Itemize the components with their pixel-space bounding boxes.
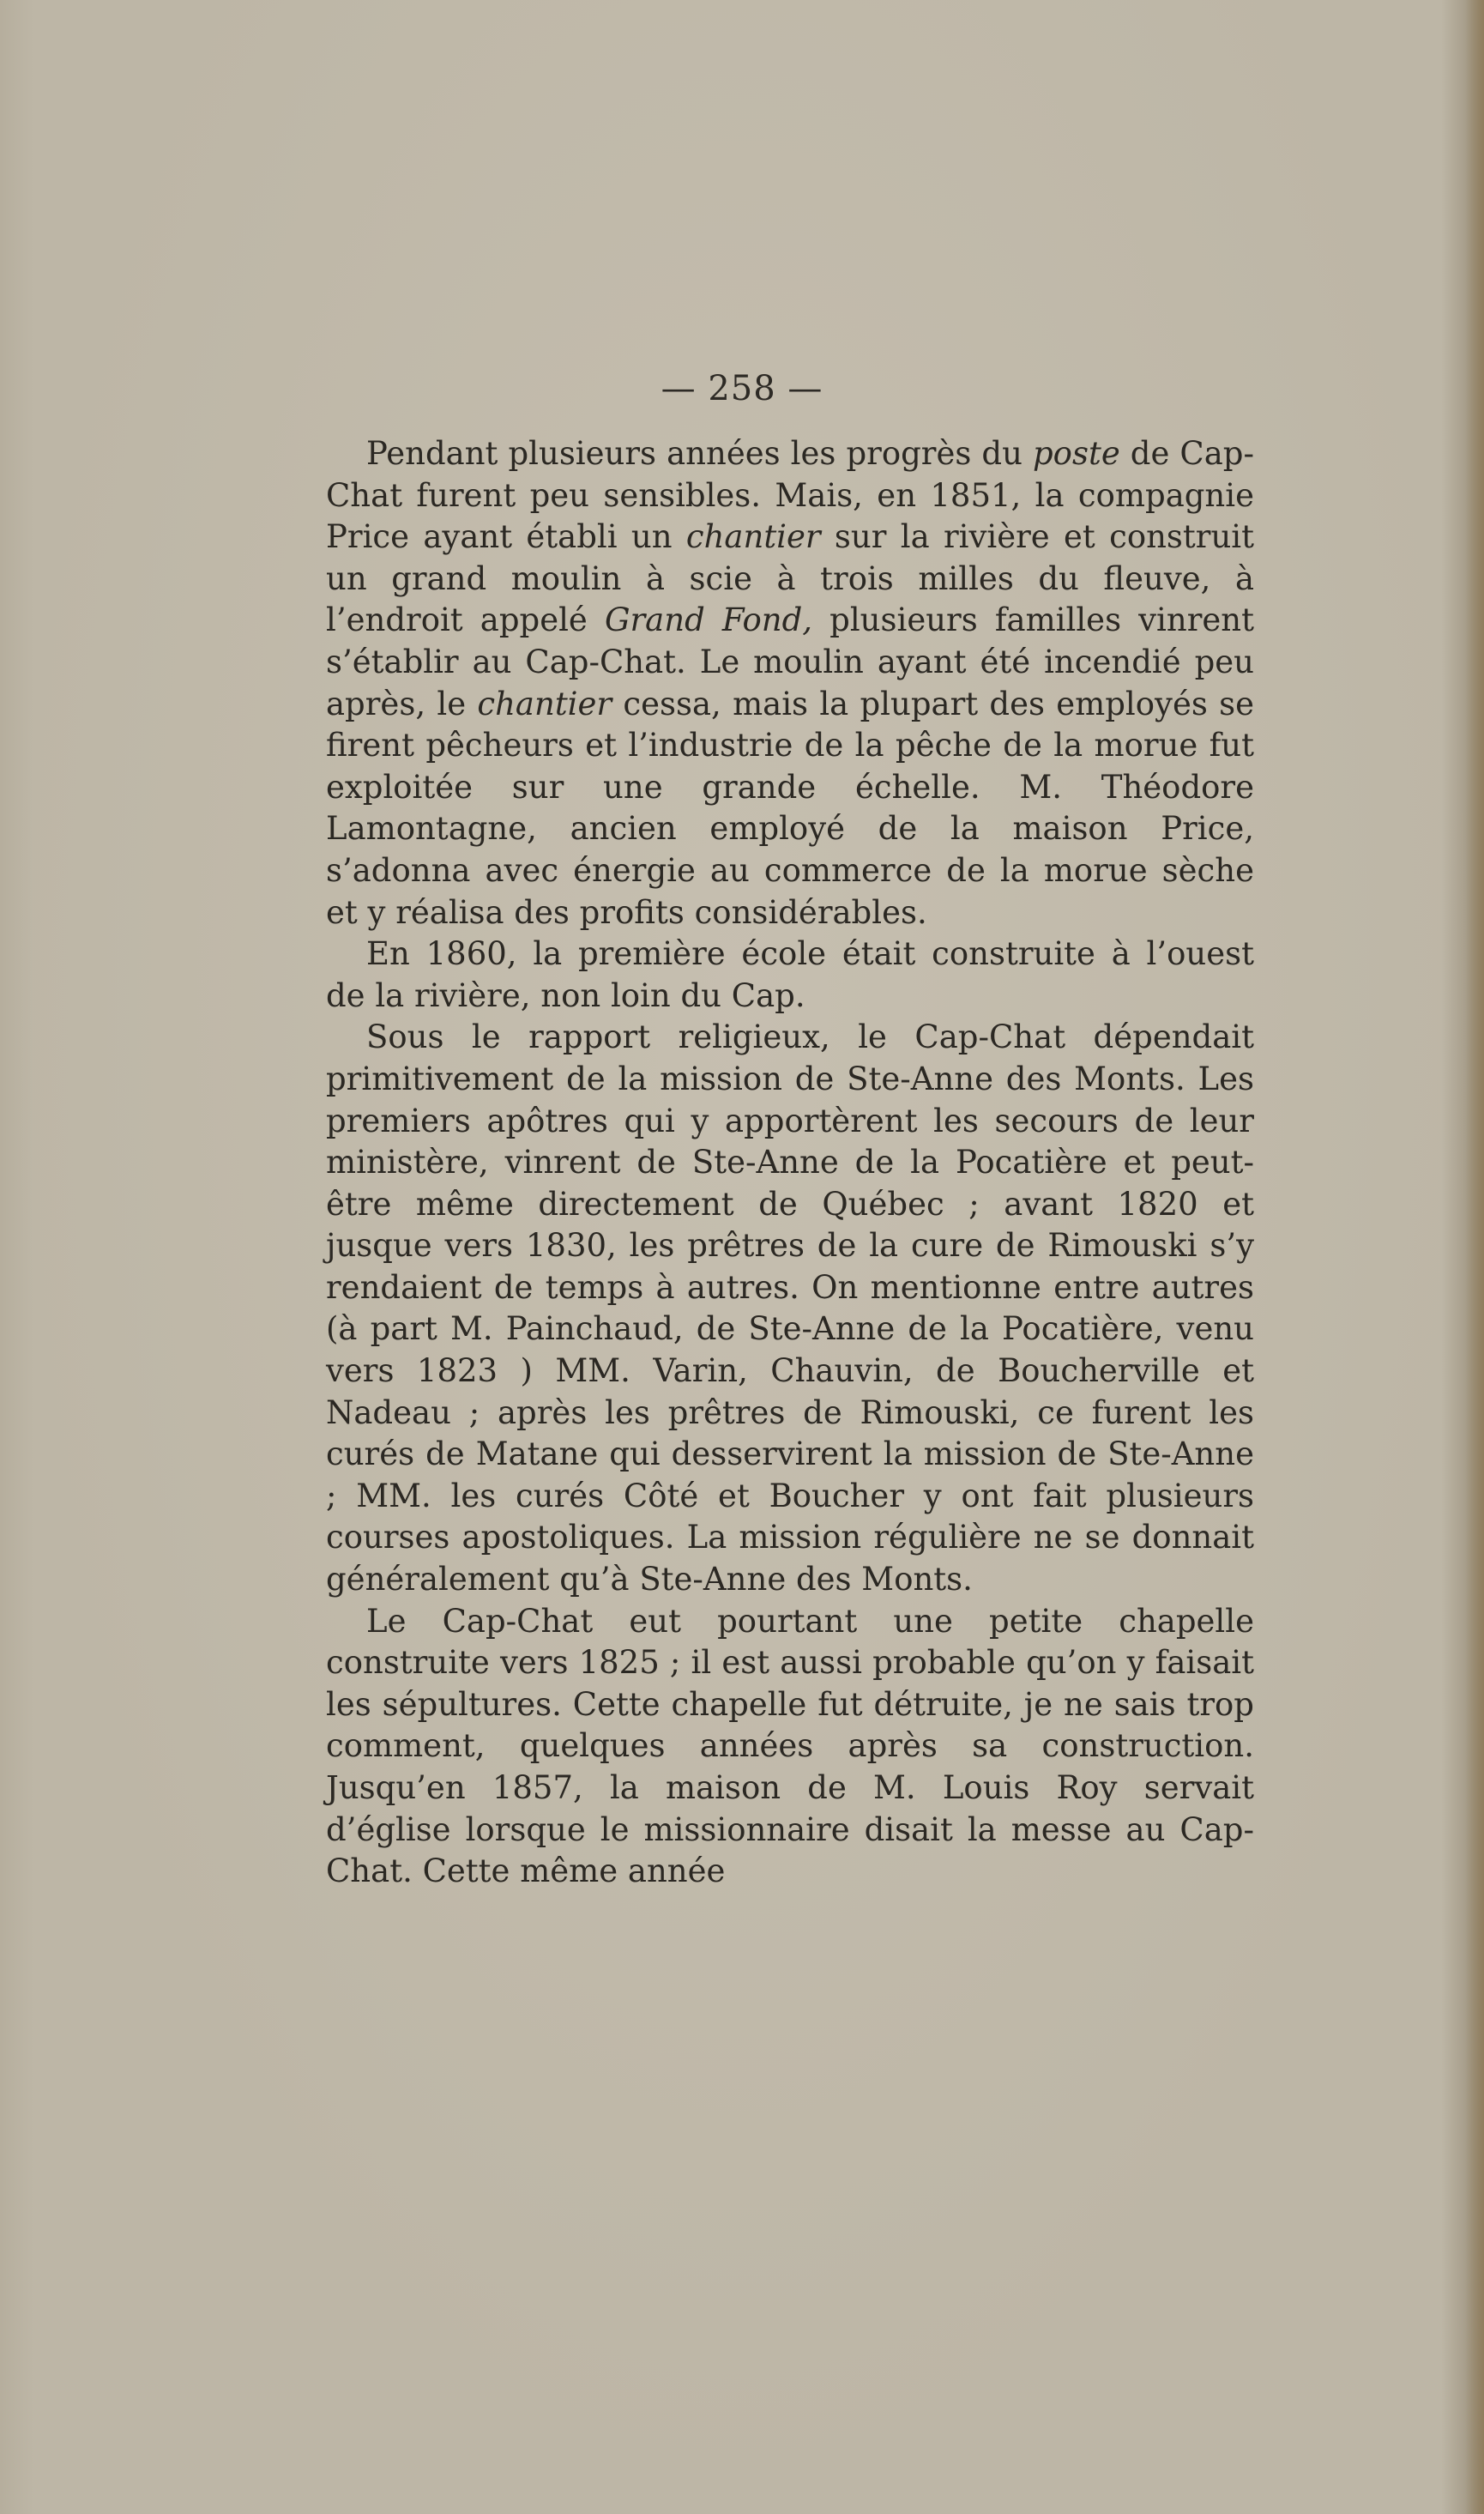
text-run: En 1860, la première école était construite à l’ouest de la rivière, non loin du Cap. [326,935,1254,1014]
text-run: plusieurs familles vinrent s’établir au Cap-Chat. Le moulin ayant été incendié peu après, le [326,601,1255,722]
italic-text: chantier [685,518,821,556]
text-run: Le Cap-Chat eut pourtant une petite chapelle construite vers 1825 ; il est aussi probable qu’on y faisait les sépultures. Cette chapelle fut détruite, je ne sais trop comment, quelques années après sa construction. Jusqu’en 1857, la maison de M. Louis Roy servait d’église lorsque le missionnaire disait la messe au Cap-Chat. Cette même année [326,1602,1254,1890]
page-number: — 258 — [661,369,823,408]
text-run: cessa, mais la plupart des employés se firent pêcheurs et l’industrie de la pêche de la morue fut exploitée sur une grande échelle. M. Théodore Lamontagne, ancien employé de la maison Price, s’adonna avec énergie au commerce de la morue sèche et y réalisa des profits considérables. [326,685,1254,931]
paragraph-3 [326,1017,1254,1600]
paragraph-4 [326,1601,1254,1893]
italic-text: Grand Fond, [604,601,813,639]
paragraph-1 [326,433,1254,934]
text-run: Pendant plusieurs années les progrès du [366,435,1033,472]
paragraph-2 [326,934,1254,1017]
italic-text: chantier [477,685,612,722]
body-text [326,433,1254,1893]
text-run: sur la rivière et construit un grand moulin à scie à trois milles du fleuve, à l’endroit appelé [326,518,1255,639]
text-run: Sous le rapport religieux, le Cap-Chat dépendait primitivement de la mission de Ste-Anne des Monts. Les premiers apôtres qui y apportèrent les secours de leur ministère, vinrent de Ste-Anne de la Pocatière et peut-être même directement de Québec ; avant 1820 et jusque vers 1830, les prêtres de la cure de Rimouski s’y rendaient de temps à autres. On mentionne entre autres (à part M. Painchaud, de Ste-Anne de la Pocatière, venu vers 1823 ) MM. Varin, Chauvin, de Boucherville et Nadeau ; après les prêtres de Rimouski, ce furent les curés de Matane qui desservirent la mission de Ste-Anne ; MM. les curés Côté et Boucher y ont fait plusieurs courses apostoliques. La mission régulière ne se donnait généralement qu’à Ste-Anne des Monts. [326,1018,1254,1598]
text-run: de Cap-Chat furent peu sensibles. Mais, en 1851, la compagnie Price ayant établi un [326,435,1254,556]
italic-text: poste [1033,435,1120,472]
